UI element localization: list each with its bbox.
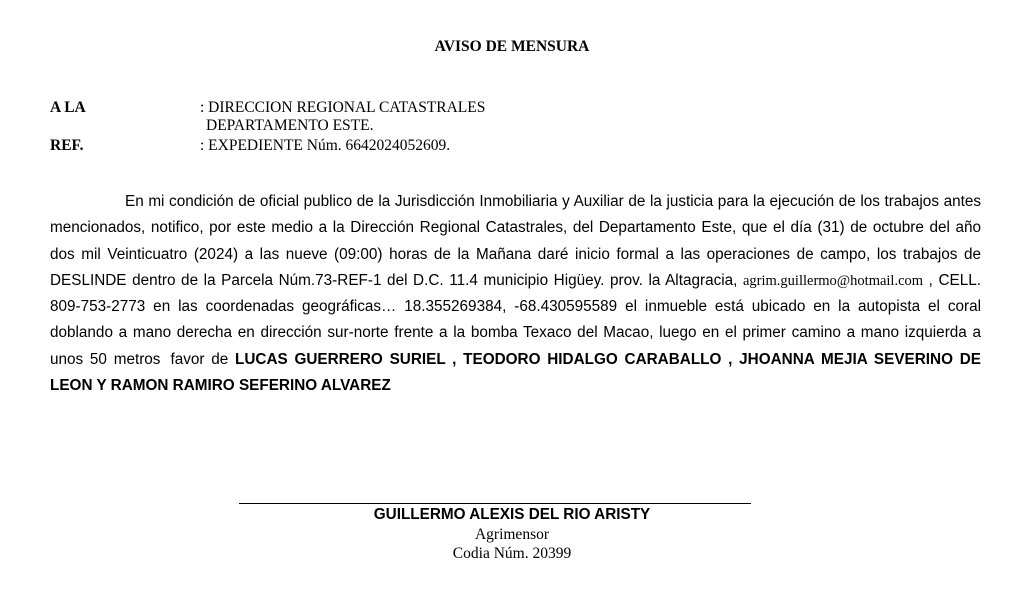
- favor-text: favor de: [170, 350, 229, 368]
- signer-codia: Codia Núm. 20399: [452, 545, 572, 562]
- signer-name: GUILLERMO ALEXIS DEL RIO ARISTY: [373, 506, 651, 523]
- signature-line: [239, 503, 751, 504]
- reference-label: REF.: [50, 137, 84, 154]
- recipient-department: DEPARTAMENTO ESTE.: [206, 117, 374, 134]
- notice-text-part2: , CELL. 809-753-2773 en las coordenadas geográficas… 18.355269384, -68.430595589 el inmueble está ubicado en la autopista el coral doblando a mano derecha en dirección sur-norte frente a la bomba Texaco del Macao, luego en el primer camino a mano izquierda a unos 50 metros: [50, 271, 982, 368]
- email-address: agrim.guillermo@hotmail.com: [742, 272, 924, 289]
- beneficiaries: LUCAS GUERRERO SURIEL , TEODORO HIDALGO CARABALLO , JHOANNA MEJIA SEVERINO DE LEON Y RAMON RAMIRO SEFERINO ALVAREZ: [50, 350, 981, 395]
- signer-role: Agrimensor: [474, 526, 550, 543]
- document-title: AVISO DE MENSURA: [434, 38, 590, 55]
- recipient-value: : DIRECCION REGIONAL CATASTRALES: [200, 99, 486, 116]
- notice-body: [50, 189, 981, 399]
- recipient-label: A LA: [50, 99, 86, 116]
- reference-value: : EXPEDIENTE Núm. 6642024052609.: [200, 137, 451, 154]
- notice-text-part1: En mi condición de oficial publico de la Jurisdicción Inmobiliaria y Auxiliar de la justicia para la ejecución de los trabajos antes mencionados, notifico, por este medio a la Dirección Regional Catastrales, del Departamento Este, que el día (31) de octubre del año dos mil Veinticuatro (2024) a las nueve (09:00) horas de la Mañana daré inicio formal a las operaciones de campo, los trabajos de DESLINDE dentro de la Parcela Núm.73-REF-1 del D.C. 11.4 municipio Higüey. prov. la Altagracia,: [50, 193, 981, 289]
